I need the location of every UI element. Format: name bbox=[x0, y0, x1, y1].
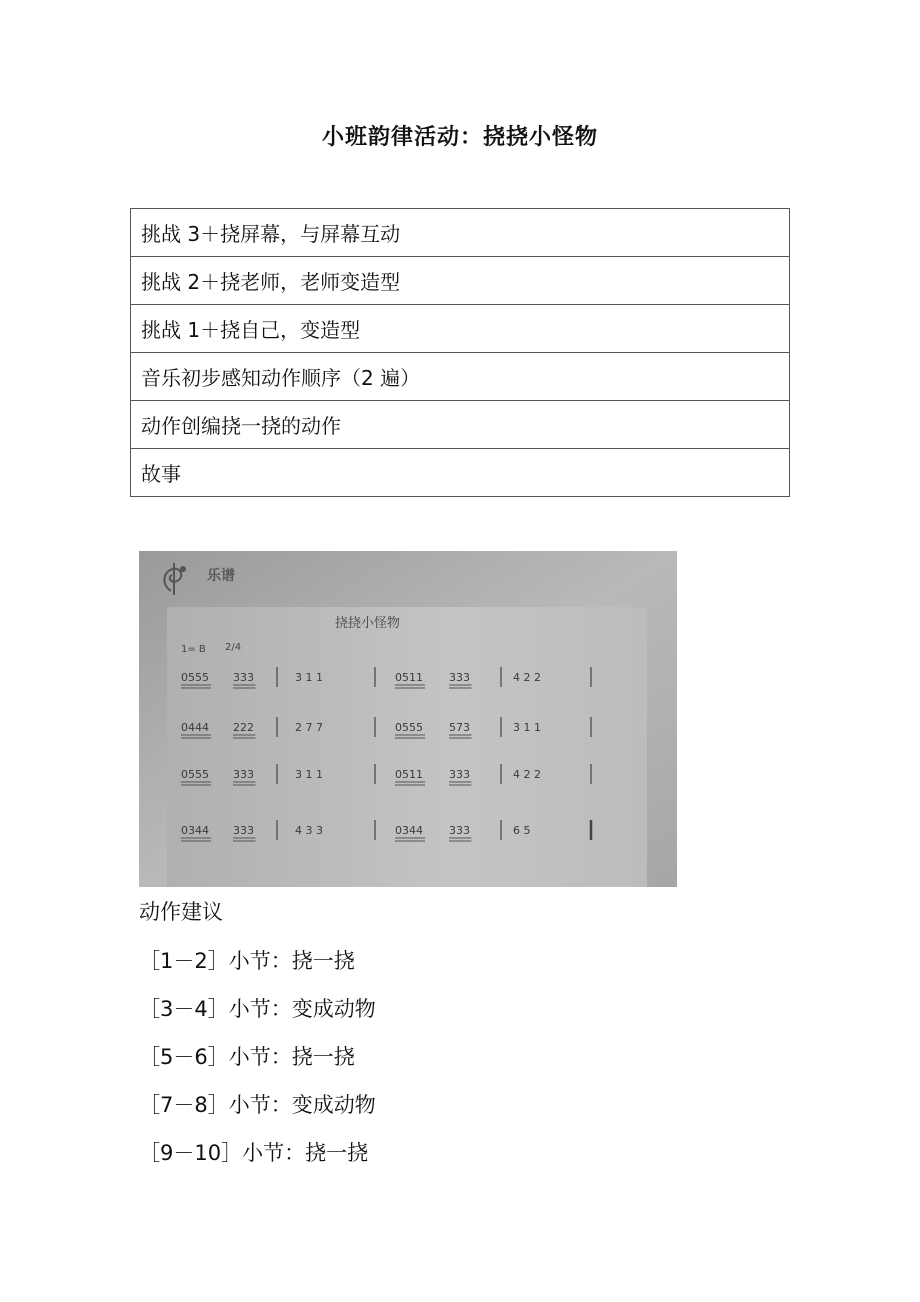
list-item bbox=[139, 1088, 739, 1136]
action-text: 小节：变成动物 bbox=[228, 997, 376, 1021]
score-note-group: 6 5 bbox=[513, 824, 531, 837]
score-note-group: 333 bbox=[233, 768, 254, 781]
score-note-group: 333 bbox=[233, 824, 254, 837]
bar-range: ［7－8］ bbox=[139, 1093, 229, 1117]
bar-range: ［3－4］ bbox=[139, 997, 229, 1021]
page-title: 小班韵律活动：挠挠小怪物 bbox=[321, 125, 598, 150]
score-note-group: 0555 bbox=[181, 671, 209, 684]
action-text: 小节：变成动物 bbox=[228, 1093, 376, 1117]
table-row bbox=[131, 449, 790, 497]
score-note-group: 2 7 7 bbox=[295, 721, 323, 734]
table-row bbox=[131, 305, 790, 353]
sheet-music-photo bbox=[139, 551, 677, 887]
score-note-group: 333 bbox=[449, 671, 470, 684]
score-note-group: 333 bbox=[449, 824, 470, 837]
score-note-group: 222 bbox=[233, 721, 254, 734]
suggestions-list bbox=[139, 944, 739, 1184]
score-note-group: 0511 bbox=[395, 768, 423, 781]
score-note-group: 0344 bbox=[181, 824, 209, 837]
score-note-group: 4 3 3 bbox=[295, 824, 323, 837]
score-note-group: 573 bbox=[449, 721, 470, 734]
list-item bbox=[139, 944, 739, 992]
score-note-group: 0511 bbox=[395, 671, 423, 684]
score-note-group: 3 1 1 bbox=[295, 671, 323, 684]
score-note-group: 3 1 1 bbox=[513, 721, 541, 734]
score-title: 挠挠小怪物 bbox=[335, 616, 401, 631]
step-cell: 动作创编挠一挠的动作 bbox=[131, 401, 790, 449]
score-note-group: 0555 bbox=[181, 768, 209, 781]
score-meter: 2/4 bbox=[225, 642, 242, 653]
bar-range: ［9－10］ bbox=[139, 1141, 243, 1165]
score-note-group: 0555 bbox=[395, 721, 423, 734]
action-text: 小节：挠一挠 bbox=[228, 949, 355, 973]
bar-range: ［1－2］ bbox=[139, 949, 229, 973]
list-item bbox=[139, 992, 739, 1040]
score-note-group: 4 2 2 bbox=[513, 768, 541, 781]
table-row bbox=[131, 401, 790, 449]
list-item bbox=[139, 1040, 739, 1088]
action-text: 小节：挠一挠 bbox=[242, 1141, 369, 1165]
table-row bbox=[131, 209, 790, 257]
score-note-group: 3 1 1 bbox=[295, 768, 323, 781]
activity-steps-table bbox=[130, 208, 790, 497]
score-key: 1= B bbox=[181, 644, 206, 655]
score-note-group: 4 2 2 bbox=[513, 671, 541, 684]
list-item bbox=[139, 1136, 739, 1184]
score-note-group: 333 bbox=[449, 768, 470, 781]
step-cell: 故事 bbox=[131, 449, 790, 497]
step-cell: 挑战 1＋挠自己，变造型 bbox=[131, 305, 790, 353]
score-note-group: 333 bbox=[233, 671, 254, 684]
action-text: 小节：挠一挠 bbox=[228, 1045, 355, 1069]
step-cell: 挑战 2＋挠老师，老师变造型 bbox=[131, 257, 790, 305]
bar-range: ［5－6］ bbox=[139, 1045, 229, 1069]
step-cell: 音乐初步感知动作顺序（2 遍） bbox=[131, 353, 790, 401]
table-row bbox=[131, 257, 790, 305]
score-note-group: 0344 bbox=[395, 824, 423, 837]
step-cell: 挑战 3＋挠屏幕，与屏幕互动 bbox=[131, 209, 790, 257]
suggestions-heading: 动作建议 bbox=[139, 900, 223, 924]
score-logo-text: 乐谱 bbox=[207, 568, 235, 584]
score-note-group: 0444 bbox=[181, 721, 209, 734]
table-row bbox=[131, 353, 790, 401]
